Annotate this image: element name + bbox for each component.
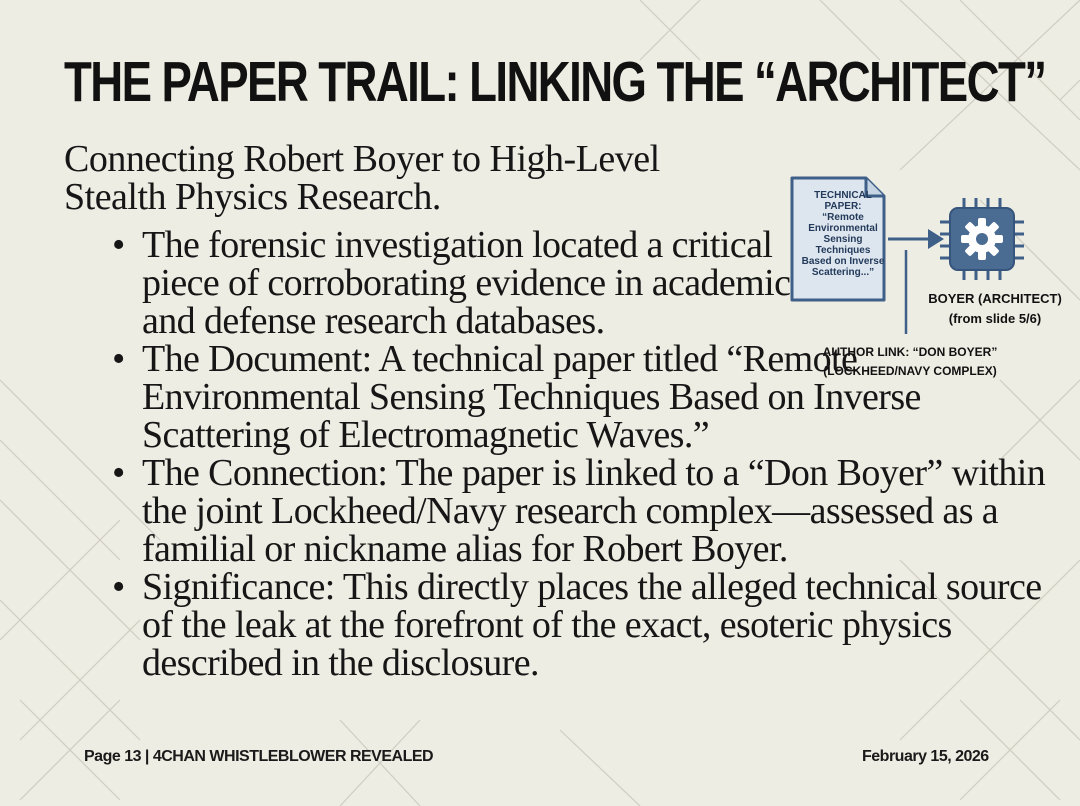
slide-title: THE PAPER TRAIL: LINKING THE “ARCHITECT”: [64, 50, 1046, 114]
boyer-architect-label: BOYER (ARCHITECT) (from slide 5/6): [928, 291, 1062, 326]
bullet-item: • The Document: A technical paper titled “Remote Environmental Sensing Techniques Based on Inverse Scattering of Electromagnetic Waves.”: [112, 340, 1052, 454]
arrow-icon: [888, 229, 944, 249]
bullet-item: • The Connection: The paper is linked to a “Don Boyer” within the joint Lockheed/Navy research complex—assessed as a familial or nickname alias for Robert Boyer.: [112, 454, 1052, 568]
footer-page-info: Page 13 | 4CHAN WHISTLEBLOWER REVEALED: [84, 748, 434, 765]
author-link-label: AUTHOR LINK: “DON BOYER” (LOCKHEED/NAVY COMPLEX): [822, 345, 998, 378]
gear-chip-icon: [940, 198, 1024, 280]
footer-date: February 15, 2026: [862, 748, 989, 765]
bullet-item: • The forensic investigation located a critical piece of corroborating evidence in academic and defense research databases.: [112, 226, 802, 340]
document-title-text: TECHNICAL PAPER: “Remote Environmental Sensing Techniques Based on Inverse Scattering...”: [801, 190, 885, 278]
bullet-item: • Significance: This directly places the alleged technical source of the leak at the forefront of the exact, esoteric physics described in the disclosure.: [112, 568, 1052, 682]
slide-subtitle: Connecting Robert Boyer to High-Level Stealth Physics Research.: [64, 138, 660, 218]
